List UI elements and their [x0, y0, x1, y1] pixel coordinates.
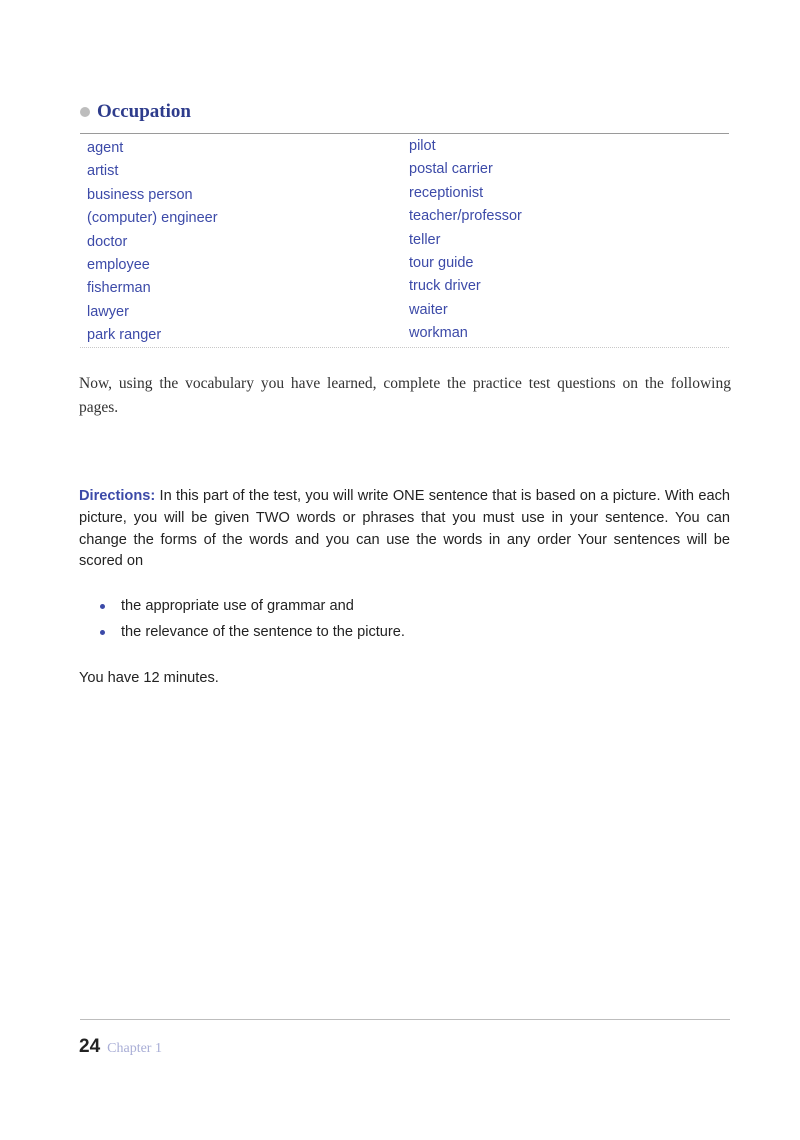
criteria-list	[100, 593, 405, 645]
vocab-item: lawyer	[87, 303, 129, 320]
vocab-list-left	[87, 137, 218, 348]
directions-paragraph	[79, 486, 730, 573]
vocab-item: workman	[409, 325, 468, 342]
vocab-item: business person	[87, 186, 193, 203]
vocab-item: agent	[87, 140, 124, 156]
bullet-icon	[100, 604, 105, 609]
page-number: 24	[79, 1036, 101, 1057]
vocab-item: park ranger	[87, 327, 162, 344]
directions-label: Directions:	[79, 488, 156, 504]
vocab-item: tour guide	[409, 254, 474, 271]
intro-paragraph: Now, using the vocabulary you have learned, complete the practice test questions on the following pages.	[79, 375, 731, 416]
vocab-item: fisherman	[87, 280, 151, 297]
vocab-item: truck driver	[409, 278, 481, 295]
footer-rule	[80, 1019, 730, 1020]
vocab-top-rule	[80, 133, 729, 134]
vocab-item: waiter	[409, 301, 448, 318]
page-footer	[79, 1036, 162, 1058]
directions-text: In this part of the test, you will write ONE sentence that is based on a picture. With each picture, you will be given TWO words or phrases that you must use in your sentence. You can change the forms of the words and you can use the words in any order Your sentences will be scored on	[79, 488, 730, 570]
vocab-item: teller	[409, 231, 441, 248]
vocab-item: employee	[87, 256, 150, 273]
criteria-text: the relevance of the sentence to the picture.	[121, 624, 405, 640]
vocab-list-right	[409, 135, 522, 346]
section-title: Occupation	[97, 101, 191, 122]
vocab-item: (computer) engineer	[87, 210, 218, 227]
vocab-item: postal carrier	[409, 161, 493, 178]
chapter-label: Chapter 1	[107, 1041, 162, 1056]
vocab-item: receptionist	[409, 184, 484, 201]
vocab-item: doctor	[87, 233, 128, 250]
vocab-item: teacher/professor	[409, 208, 522, 225]
bullet-icon	[100, 630, 105, 635]
criteria-item	[100, 593, 405, 619]
vocab-item: pilot	[409, 138, 436, 154]
vocab-item: artist	[87, 163, 119, 180]
vocab-bottom-rule	[80, 347, 729, 348]
criteria-item	[100, 619, 405, 645]
section-header	[80, 101, 191, 123]
time-note: You have 12 minutes.	[79, 670, 219, 686]
section-bullet-icon	[80, 107, 90, 117]
criteria-text: the appropriate use of grammar and	[121, 598, 354, 614]
